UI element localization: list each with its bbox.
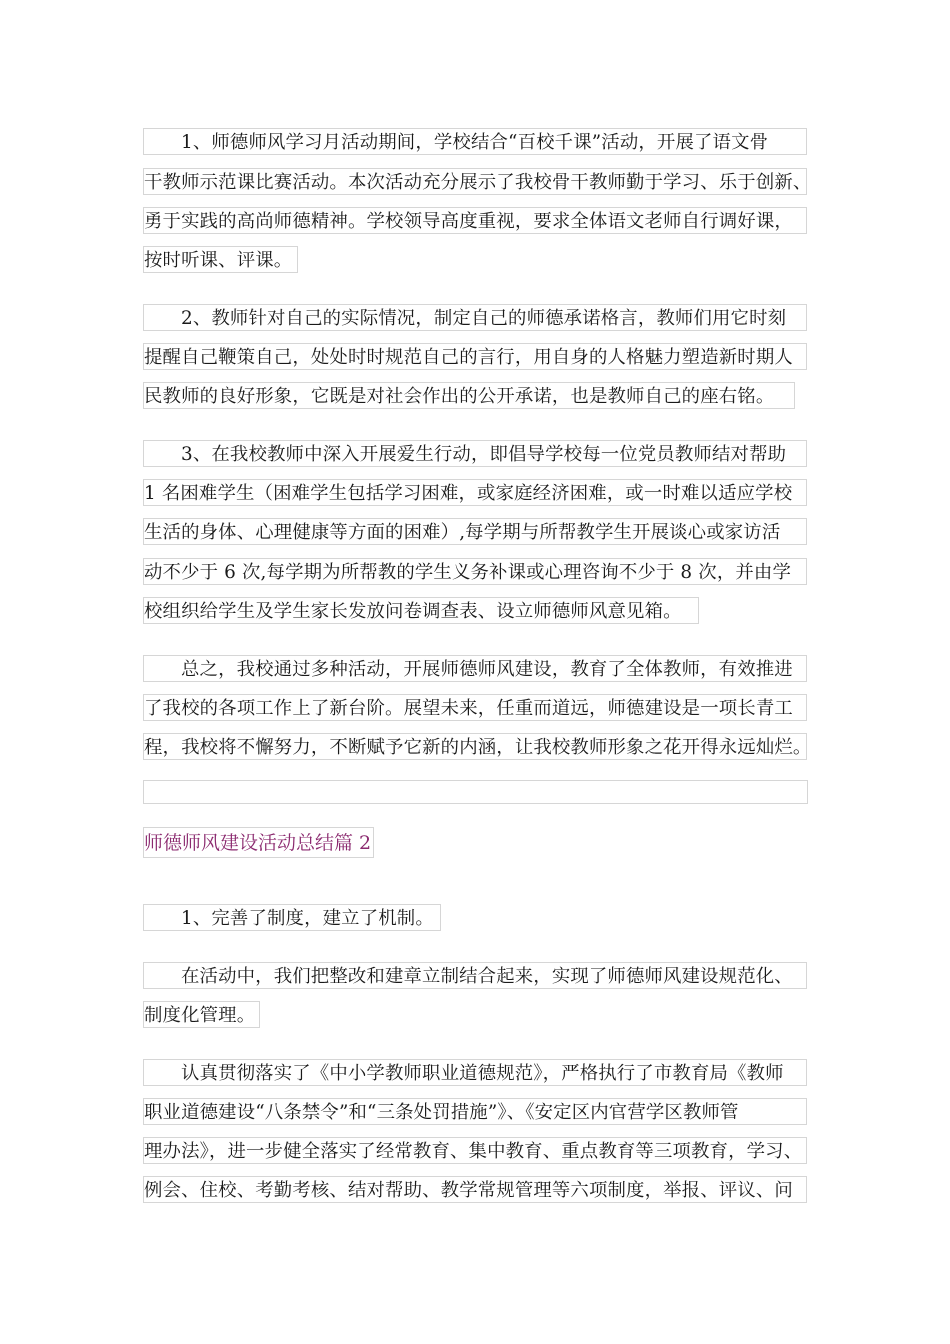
text-line: 按时听课、评课。 bbox=[143, 246, 298, 273]
text-line: 干教师示范课比赛活动。本次活动充分展示了我校骨干教师勤于学习、乐于创新、 bbox=[143, 168, 807, 195]
text-line: 总之，我校通过多种活动，开展师德师风建设，教育了全体教师，有效推进 bbox=[143, 655, 807, 682]
text-line: 2、教师针对自己的实际情况，制定自己的师德承诺格言，教师们用它时刻 bbox=[143, 304, 807, 331]
text-line: 生活的身体、心理健康等方面的困难）,每学期与所帮教学生开展谈心或家访活 bbox=[143, 518, 807, 545]
text-line: 程，我校将不懈努力，不断赋予它新的内涵，让我校教师形象之花开得永远灿烂。 bbox=[143, 733, 807, 760]
text-line: 勇于实践的高尚师德精神。学校领导高度重视，要求全体语文老师自行调好课， bbox=[143, 207, 807, 234]
text-line: 在活动中，我们把整改和建章立制结合起来，实现了师德师风建设规范化、 bbox=[143, 962, 807, 989]
text-line: 理办法》，进一步健全落实了经常教育、集中教育、重点教育等三项教育，学习、 bbox=[143, 1137, 807, 1164]
text-line: 动不少于 6 次,每学期为所帮教的学生义务补课或心理咨询不少于 8 次，并由学 bbox=[143, 558, 807, 585]
section-heading: 师德师风建设活动总结篇 2 bbox=[143, 827, 374, 858]
text-line: 认真贯彻落实了《中小学教师职业道德规范》，严格执行了市教育局《教师 bbox=[143, 1059, 807, 1086]
text-line: 1 名困难学生（困难学生包括学习困难，或家庭经济困难，或一时难以适应学校 bbox=[143, 479, 807, 506]
text-line: 1、完善了制度，建立了机制。 bbox=[143, 904, 441, 931]
text-line: 例会、住校、考勤考核、结对帮助、教学常规管理等六项制度，举报、评议、问 bbox=[143, 1176, 807, 1203]
text-line: 制度化管理。 bbox=[143, 1001, 260, 1028]
text-line: 3、在我校教师中深入开展爱生行动，即倡导学校每一位党员教师结对帮助 bbox=[143, 440, 807, 467]
text-line: 1、师德师风学习月活动期间，学校结合“百校千课”活动，开展了语文骨 bbox=[143, 128, 807, 155]
text-line: 提醒自己鞭策自己，处处时时规范自己的言行，用自身的人格魅力塑造新时期人 bbox=[143, 343, 807, 370]
text-line: 职业道德建设“八条禁令”和“三条处罚措施”》、《安定区内官营学区教师管 bbox=[143, 1098, 807, 1125]
blank-line bbox=[143, 780, 808, 804]
text-line: 民教师的良好形象，它既是对社会作出的公开承诺，也是教师自己的座右铭。 bbox=[143, 382, 795, 409]
text-line: 校组织给学生及学生家长发放问卷调查表、设立师德师风意见箱。 bbox=[143, 597, 699, 624]
text-line: 了我校的各项工作上了新台阶。展望未来，任重而道远，师德建设是一项长青工 bbox=[143, 694, 807, 721]
